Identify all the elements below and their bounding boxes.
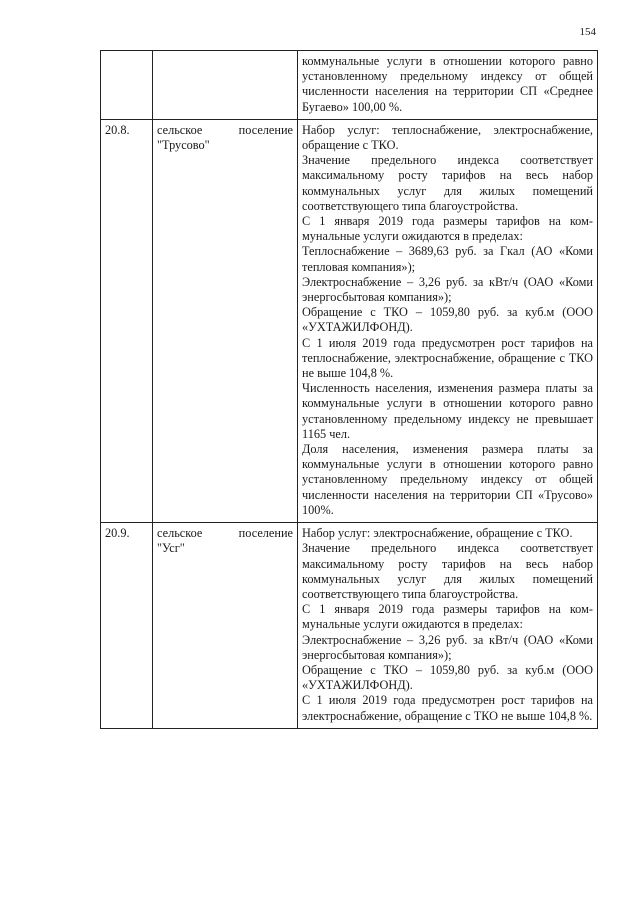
description-paragraph: С 1 июля 2019 года предусмотрен рост тарифов на теплоснабжение, электроснабжение, обращение с ТКО не выше 104,8 %.	[302, 335, 593, 381]
description-paragraph: Численность населения, изменения размера платы за коммунальные услуги в отношении которого равно установленному предельному индексу не превышает 1165 чел.	[302, 381, 593, 441]
description-paragraph: коммунальные услуги в отношении которого равно установленному предельному индексу от общей численности населения на территории СП «Среднее Бугаево» 100,00 %.	[302, 54, 593, 114]
description-paragraph: С 1 июля 2019 года предусмотрен рост тарифов на электроснабжение, обращение с ТКО не выше 104,8 %.	[302, 693, 593, 723]
description-paragraph: Значение предельного индекса соответствует максимальному росту тарифов на весь набор коммунальных услуг для жилых помещений соответствующего типа благоустройства.	[302, 541, 593, 601]
description-paragraph: Электроснабжение – 3,26 руб. за кВт/ч (ОАО «Коми энергосбытовая компания»);	[302, 274, 593, 305]
settlement-name-cell	[153, 51, 298, 120]
settlement-name-line2: "Усг"	[157, 541, 185, 556]
description-paragraph: Набор услуг: электроснабжение, обращение с ТКО.	[302, 526, 573, 541]
description-cell	[298, 51, 598, 120]
settlement-name-line1: сельское поселение	[157, 526, 293, 541]
description-cell	[298, 523, 598, 729]
settlement-name-line1: сельское поселение	[157, 122, 293, 137]
description-paragraph: С 1 января 2019 года размеры тарифов на коммунальные услуги ожидаются в пределах:	[302, 214, 593, 244]
description-paragraph: Обращение с ТКО – 1059,80 руб. за куб.м (ООО «УХТАЖИЛФОНД).	[302, 662, 593, 693]
tariff-table	[100, 50, 598, 729]
description-paragraph: Обращение с ТКО – 1059,80 руб. за куб.м (ООО «УХТАЖИЛФОНД).	[302, 305, 593, 335]
table-row	[101, 119, 598, 522]
page-number: 154	[579, 26, 596, 38]
row-number-cell: 20.9.	[101, 523, 153, 729]
row-number-cell	[101, 51, 153, 120]
table-row	[101, 51, 598, 120]
description-paragraph: Значение предельного индекса соответствует максимальному росту тарифов на весь набор коммунальных услуг для жилых помещений соответствующего типа благоустройства.	[302, 153, 593, 213]
table-row	[101, 523, 598, 729]
description-paragraph: Теплоснабжение – 3689,63 руб. за Гкал (АО «Коми тепловая компания»);	[302, 244, 593, 274]
settlement-name-line2: "Трусово"	[157, 138, 210, 153]
description-paragraph: Электроснабжение – 3,26 руб. за кВт/ч (ОАО «Коми энергосбытовая компания»);	[302, 632, 593, 662]
description-paragraph: Набор услуг: теплоснабжение, электроснабжение, обращение с ТКО.	[302, 122, 593, 153]
settlement-name-cell	[153, 119, 298, 522]
description-paragraph: Доля населения, изменения размера платы за коммунальные услуги в отношении которого равно установленному предельному индексу от общей численности населения на территории СП «Трусово» 100%.	[302, 442, 593, 517]
tariff-table-body	[101, 51, 598, 729]
settlement-name-cell	[153, 523, 298, 729]
description-cell	[298, 119, 598, 522]
row-number-cell: 20.8.	[101, 119, 153, 522]
description-paragraph: С 1 января 2019 года размеры тарифов на коммунальные услуги ожидаются в пределах:	[302, 602, 593, 632]
